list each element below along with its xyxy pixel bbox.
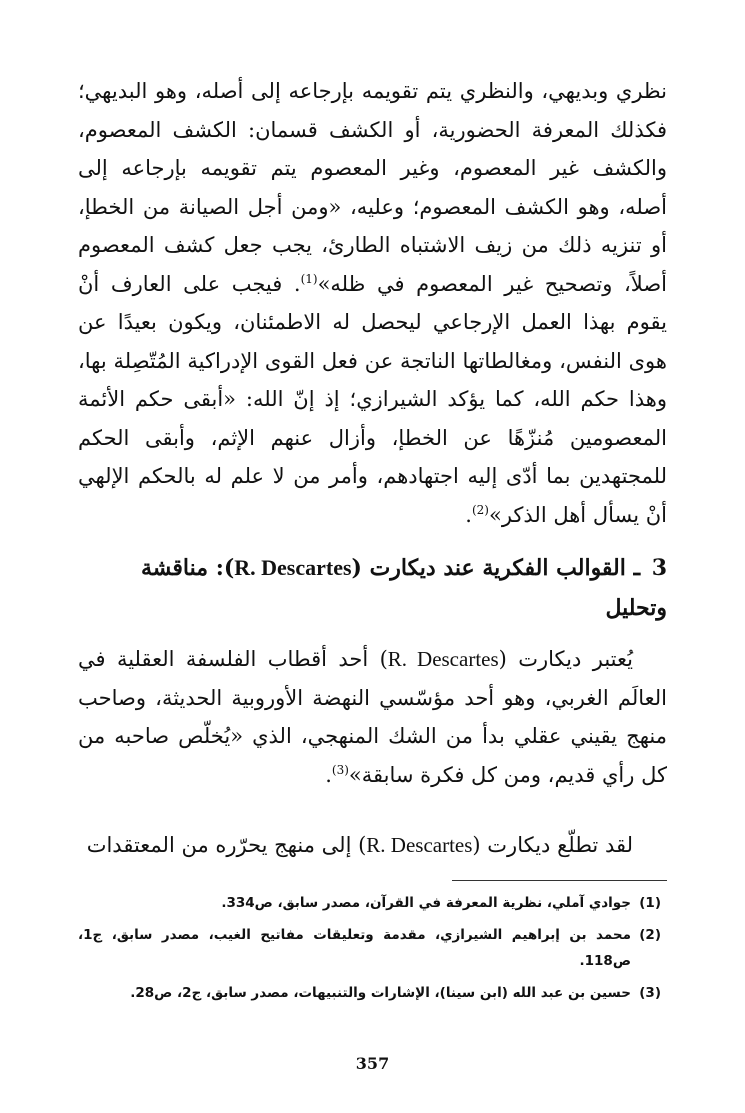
section-heading-latin-name: R. Descartes xyxy=(234,555,352,580)
footnote-text: محمد بن إبراهيم الشيرازي، مقدمة وتعليقات مفاتيح الغيب، مصدر سابق، ج1، ص118. xyxy=(78,927,631,969)
footnote-item xyxy=(78,922,661,974)
section-heading-text-b: ): مناقشة وتحليل xyxy=(140,555,667,621)
paragraph-1-text-c: . xyxy=(465,502,472,527)
footnote-ref-3: (3) xyxy=(331,762,349,777)
page-number: 357 xyxy=(355,1054,390,1073)
paragraph-2-text-c: . xyxy=(325,762,332,787)
footnote-number: (1) xyxy=(639,895,661,911)
paragraph-3-text-a: لقد تطلّع ديكارت ( xyxy=(472,833,633,857)
footnote-text: حسين بن عبد الله (ابن سينا)، الإشارات والتنبيهات، مصدر سابق، ج2، ص28. xyxy=(130,985,631,1001)
paragraph-1-text-b: . فيجب على العارف أنْ يقوم بهذا العمل الإرجاعي ليحصل له الاطمئنان، ويكون بعيدًا عن هوى النفس، ومغالطاتها الناتجة عن فعل القوى الإدراكية المُتّصِلة بها، وهذا حكم الله، كما يؤكد الشيرازي؛ إذ إنّ الله: «أبقى حكم الأئمة المعصومين مُنزّهًا عن الخطإ، وأزال عنهم الإثم، وأبقى الحكم للمجتهدين بما أدّى إليه اجتهادهم، وأمر من لا علم له بالحكم الإلهي أنْ يسأل أهل الذكر» xyxy=(78,271,667,527)
footnote-item xyxy=(78,980,661,1006)
paragraph-1-text-a: نظري وبديهي، والنظري يتم تقويمه بإرجاعه إلى أصله، وهو البديهي؛ فكذلك المعرفة الحضورية، أو الكشف قسمان: الكشف المعصوم، والكشف غير المعصوم، وغير المعصوم يتم تقويمه بإرجاعه إلى أصله، وهو الكشف المعصوم؛ وعليه، «ومن أجل الصيانة من الخطإ، أو تنزيه ذلك من زيف الاشتباه الطارئ، يجب جعل كشف المعصوم أصلاً، وتصحيح غير المعصوم في ظله» xyxy=(78,79,667,296)
paragraph-2-latin-name: R. Descartes xyxy=(387,647,499,671)
paragraph-1 xyxy=(78,72,667,534)
paragraph-2 xyxy=(78,640,667,794)
section-number: 3 xyxy=(651,555,667,581)
section-heading-text-a: القوالب الفكرية عند ديكارت ( xyxy=(351,555,626,581)
footnote-text: جوادي آملي، نظرية المعرفة في القرآن، مصدر سابق، ص334. xyxy=(221,895,631,911)
footnote-item xyxy=(78,890,661,916)
footnotes-list xyxy=(78,890,661,1012)
footnote-ref-1: (1) xyxy=(300,271,318,286)
paragraph-3 xyxy=(78,826,667,865)
paragraph-2-text-b: ) أحد أقطاب الفلسفة العقلية في العالَم الغربي، وهو أحد مؤسّسي النهضة الأوروبية الحديثة، وصاحب منهج يقيني عقلي بدأ من الشك المنهجي، الذي «يُخلّص صاحبه من كل رأي قديم، ومن كل فكرة سابقة» xyxy=(78,647,667,787)
footnote-number: (3) xyxy=(639,985,661,1001)
footnote-separator xyxy=(452,880,667,881)
paragraph-3-latin-name: R. Descartes xyxy=(366,833,473,857)
section-heading xyxy=(78,548,667,628)
paragraph-2-text-a: يُعتبر ديكارت ( xyxy=(498,647,633,671)
paragraph-3-text-b: ) إلى منهج يحرّره من المعتقدات xyxy=(86,833,367,857)
footnote-number: (2) xyxy=(639,927,661,943)
section-dash: ـ xyxy=(633,555,641,581)
footnote-ref-2: (2) xyxy=(471,502,489,517)
